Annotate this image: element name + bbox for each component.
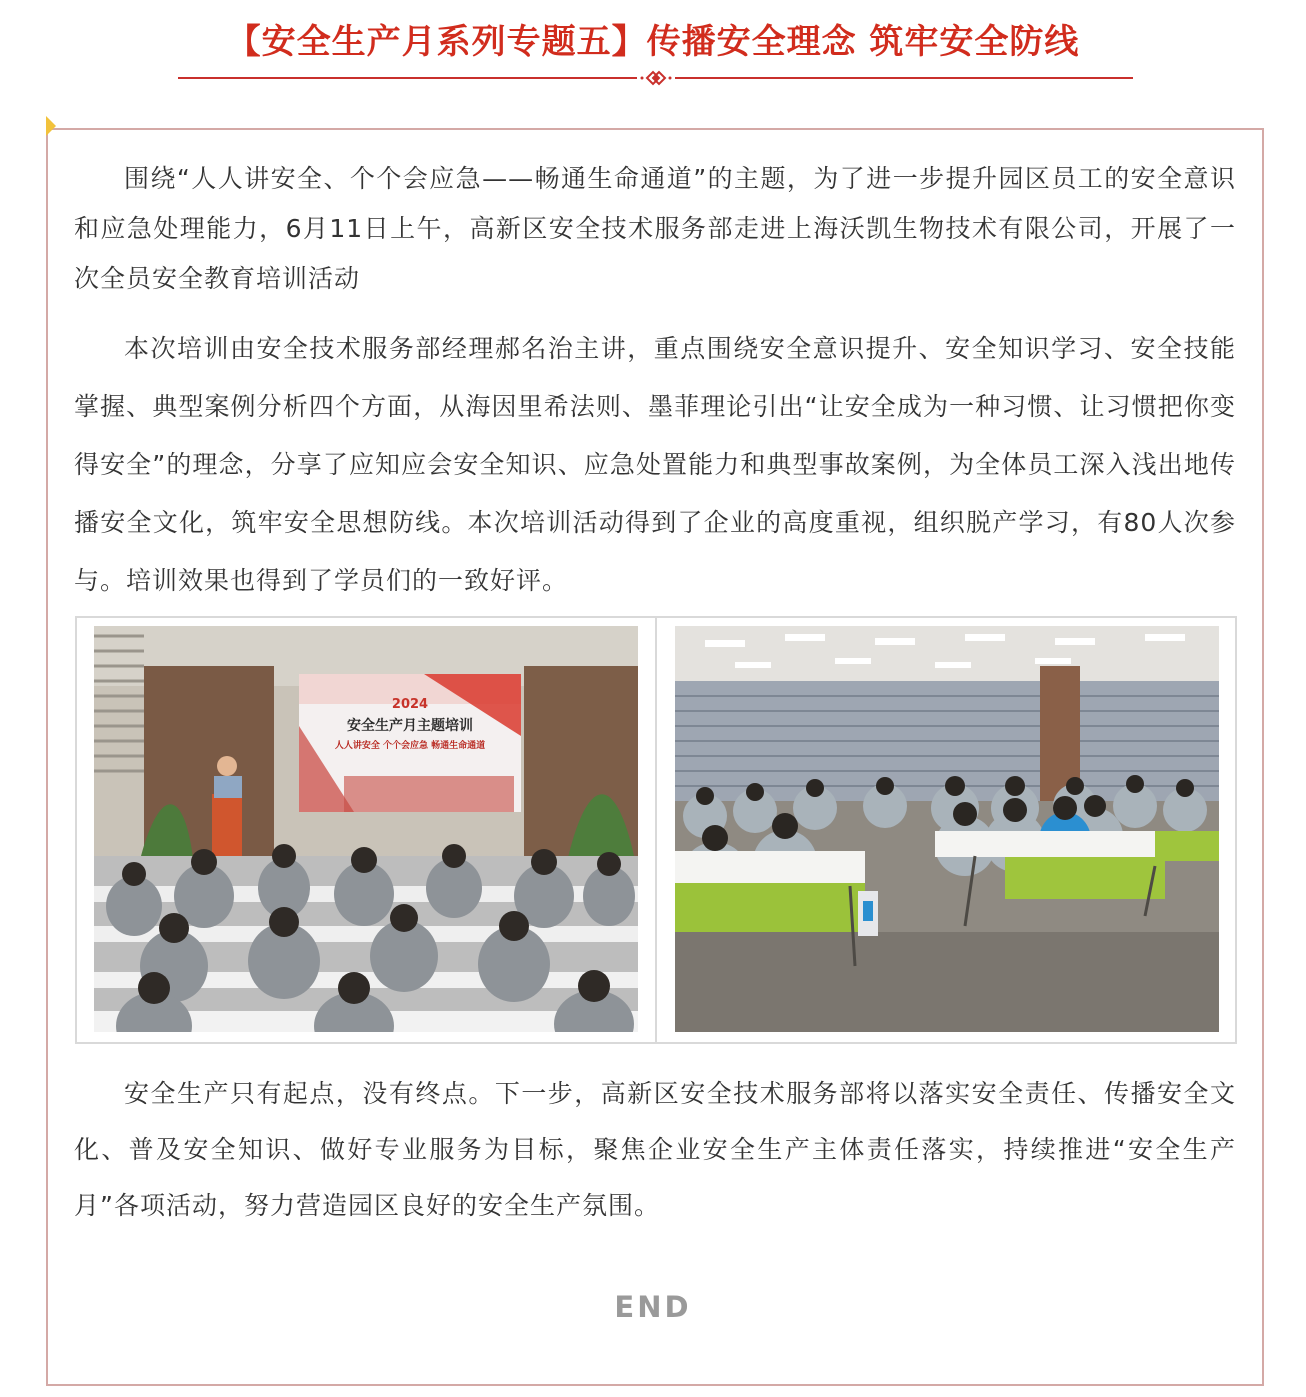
photo-divider xyxy=(655,616,657,1044)
corner-triangle-icon xyxy=(46,116,56,136)
paragraph-training: 本次培训由安全技术服务部经理郝名治主讲，重点围绕安全意识提升、安全知识学习、安全技能掌握、典型案例分析四个方面，从海因里希法则、墨菲理论引出“让安全成为一种习惯、让习惯把你变得安全”的理念，分享了应知应会安全知识、应急处置能力和典型事故案例，为全体员工深入浅出地传播安全文化，筑牢安全思想防线。本次培训活动得到了企业的高度重视，组织脱产学习，有80人次参与。培训效果也得到了学员们的一致好评。 xyxy=(74,334,1236,595)
slide-title: 安全生产月主题培训 xyxy=(347,718,473,734)
training-photo-lecture xyxy=(94,626,638,1032)
slide-year: 2024 xyxy=(391,697,429,712)
paragraph-outlook: 安全生产只有起点，没有终点。下一步，高新区安全技术服务部将以落实安全责任、传播安全文化、普及安全知识、做好专业服务为目标，聚焦企业安全生产主体责任落实，持续推进“安全生产月”各项活动，努力营造园区良好的安全生产氛围。 xyxy=(74,1079,1236,1220)
article-title: 【安全生产月系列专题五】传播安全理念 筑牢安全防线 xyxy=(226,22,1080,62)
slide-subtitle: 人人讲安全 个个会应急 畅通生命通道 xyxy=(334,741,486,751)
paragraph-intro: 围绕“人人讲安全、个个会应急——畅通生命通道”的主题，为了进一步提升园区员工的安全意识和应急处理能力，6月11日上午，高新区安全技术服务部走进上海沃凯生物技术有限公司，开展了一次全员安全教育培训活动 xyxy=(74,164,1236,293)
end-marker: END xyxy=(614,1290,692,1324)
diamond-ornament-icon xyxy=(637,65,675,91)
training-photo-audience xyxy=(675,626,1219,1032)
